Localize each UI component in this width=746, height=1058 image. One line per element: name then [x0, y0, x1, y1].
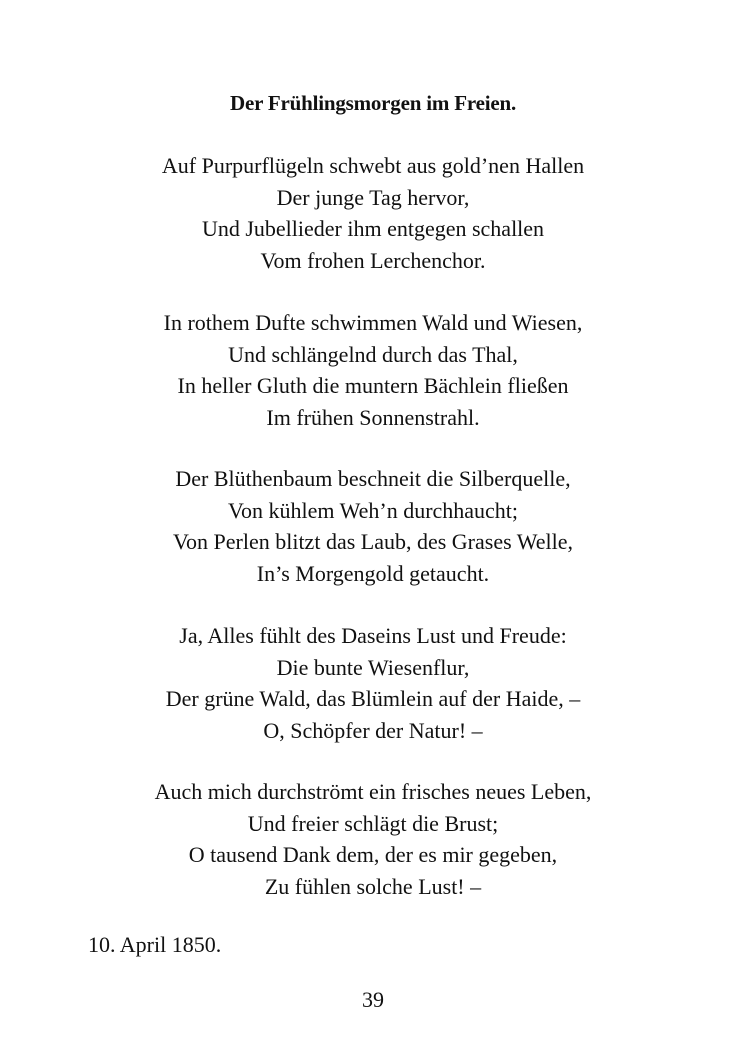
page-number: 39	[362, 987, 384, 1012]
stanza-1	[0, 150, 746, 276]
verse-line: Und Jubellieder ihm entgegen schallen	[201, 216, 545, 241]
verse-line: In’s Morgengold getaucht.	[256, 560, 490, 586]
verse-line: Und freier schlägt die Brust;	[247, 810, 499, 836]
verse-line: Von kühlem Weh’n durchhaucht;	[227, 497, 519, 523]
verse-line: Vom frohen Lerchenchor.	[260, 247, 486, 273]
verse-line: O, Schöpfer der Natur! –	[263, 717, 483, 743]
verse-line: Auch mich durchströmt ein frisches neues Leben,	[154, 779, 592, 804]
verse-line: Auf Purpurflügeln schwebt aus gold’nen Hallen	[161, 153, 585, 178]
verse-line: Der grüne Wald, das Blümlein auf der Haide, –	[165, 686, 581, 711]
stanza-2	[0, 307, 746, 433]
verse-line: Die bunte Wiesenflur,	[276, 654, 470, 680]
verse-line: Zu fühlen solche Lust! –	[264, 873, 482, 899]
verse-line: In heller Gluth die muntern Bächlein fließen	[177, 373, 569, 398]
verse-line: In rothem Dufte schwimmen Wald und Wiesen,	[163, 310, 583, 335]
verse-line: Der junge Tag hervor,	[276, 184, 470, 210]
verse-line: Und schlängelnd durch das Thal,	[228, 341, 518, 367]
stanza-3	[0, 463, 746, 589]
verse-line: Ja, Alles fühlt des Daseins Lust und Freude:	[179, 623, 567, 648]
poem-date: 10. April 1850.	[88, 932, 222, 957]
stanza-5	[0, 776, 746, 902]
verse-line: Von Perlen blitzt das Laub, des Grases Welle,	[172, 529, 574, 554]
poem-title: Der Frühlingsmorgen im Freien.	[229, 91, 517, 115]
verse-line: O tausend Dank dem, der es mir gegeben,	[188, 842, 558, 867]
stanza-4	[0, 620, 746, 746]
verse-line: Der Blüthenbaum beschneit die Silberquelle,	[175, 466, 571, 491]
verse-line: Im frühen Sonnenstrahl.	[266, 404, 480, 430]
